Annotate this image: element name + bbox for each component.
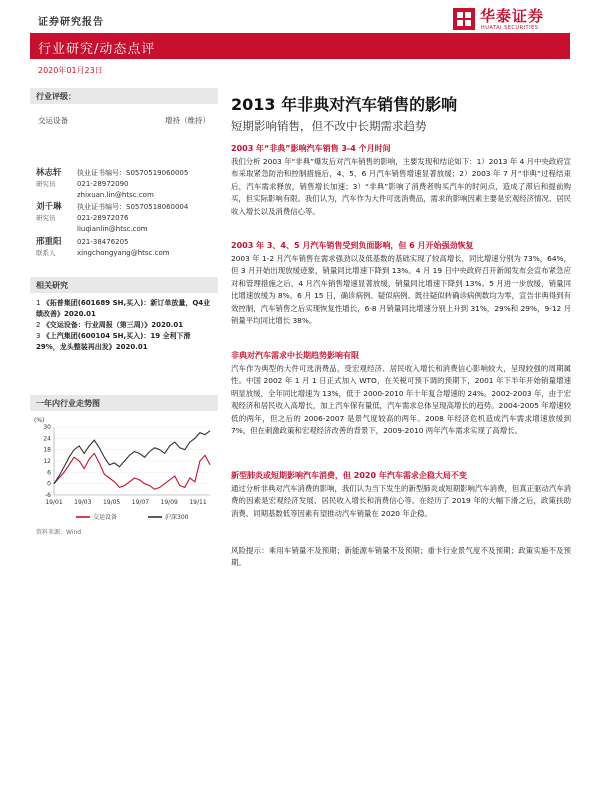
x-tick-label: 19/01 bbox=[45, 499, 63, 506]
page-subtitle: 短期影响销售，但不改中长期需求趋势 bbox=[231, 119, 427, 133]
x-tick-label: 19/05 bbox=[102, 499, 121, 506]
y-tick-label: 12 bbox=[43, 458, 51, 465]
y-tick-label: -6 bbox=[45, 492, 51, 499]
analyst-role: 研究员 bbox=[36, 214, 56, 222]
industry-rating: 增持（维持） bbox=[165, 116, 210, 125]
y-tick-label: 30 bbox=[43, 424, 51, 431]
related-item[interactable]: 2 《交运设备：行业周报（第三周）》2020.01 bbox=[36, 321, 184, 329]
section-heading: 非典对汽车需求中长期趋势影响有限 bbox=[231, 351, 359, 360]
analyst-name: 邢重阳 bbox=[36, 237, 62, 247]
trend-line-chart bbox=[30, 413, 218, 525]
huatai-logo-icon bbox=[452, 7, 476, 31]
analyst-phone: 021-28972076 bbox=[77, 214, 129, 222]
y-axis-label: (%) bbox=[34, 417, 45, 424]
section-paragraph: 通过分析非典对汽车消费的影响，我们认为当下发生的新型肺炎或短期影响汽车消费，但真正驱动汽车消费的因素是宏观经济发展、居民收入增长和消费信心等。在经历了 2019 年的大幅下滑之后，政策扶助消费、同期基数低等因素有望推动汽车销量在 2020 年企稳。 bbox=[231, 484, 571, 518]
y-tick-label: 6 bbox=[47, 469, 51, 477]
cert-label: 执业证书编号： bbox=[77, 203, 126, 211]
section-paragraph: 2003 年 1-2 月汽车销售在需求强劲以及低基数的基础实现了较高增长，同比增速分别为 73%，64%，但 3 月开始出现放缓迹象，销量同比增速下降到 13%。4 月 19 日中央政府召开新闻发布会宣布紧急应对和管理措施之后，4 月汽车销售增速显著放缓，销量同比增速下降到 13%。5 月进一步放缓，销量同比增速放缓为 8%。6 月 15 日，确诊病例、疑似病例、既往疑似转确诊病例数均为零，宣告非典得到有效控制，汽车销售之后实现恢复性增长，6-8 月销量同比增速分别上升到 31%，29%和 29%，9-12 月销量平均同比增长 38%。 bbox=[231, 254, 571, 326]
x-tick-label: 19/07 bbox=[131, 499, 150, 506]
category-banner bbox=[30, 33, 570, 59]
analyst-email[interactable]: liuqianlin@htsc.com bbox=[77, 225, 148, 233]
rating-header: 行业评级： bbox=[30, 88, 218, 104]
section-heading: 2003 年 3、4、5 月汽车销售受到负面影响，但 6 月开始强劲恢复 bbox=[231, 241, 474, 250]
related-research-section bbox=[30, 277, 218, 293]
company-logo bbox=[452, 3, 572, 37]
series-line-1 bbox=[54, 431, 210, 484]
x-tick-label: 19/03 bbox=[74, 499, 92, 506]
chart-source: 资料来源：Wind bbox=[36, 529, 82, 536]
x-tick-label: 19/09 bbox=[160, 499, 178, 506]
page-title: 2013 年非典对汽车销售的影响 bbox=[231, 95, 458, 114]
analyst-phone: 021-28972090 bbox=[77, 180, 129, 188]
x-tick-label: 19/11 bbox=[189, 499, 207, 506]
section-heading: 新型肺炎或短期影响汽车消费，但 2020 年汽车需求企稳大局不变 bbox=[231, 471, 467, 480]
trend-chart-section bbox=[30, 395, 218, 411]
analyst-phone: 021-38476205 bbox=[77, 238, 129, 246]
section-paragraph: 汽车作为典型的大件可选消费品，受宏观经济、居民收入增长和消费信心影响较大，呈现较强的周期属性。中国 2002 年 1 月 1 日正式加入 WTO，在关税可预下调的预期下，2001 年下半年开始销量增速明显放缓，全年同比增速为 13%，低于 2000-2010 年十年复合增速的 24%。2002-2003 年，由于宏观经济和居民收入高增长，加上汽车保有量低，汽车需求总体呈现高增长的趋势。2004-2005 年增速较低的两年，但之后的 2006-2007 是景气度较高的两年。2008 年经济危机造成汽车需求增速放缓到 7%，但在刺激政策和宏观经济改善的背景下，2009-2010 两年汽车需求实现了高增长。 bbox=[231, 364, 571, 436]
related-header: 相关研究 bbox=[30, 277, 218, 293]
sidebar-rating bbox=[30, 88, 218, 126]
y-tick-label: 0 bbox=[47, 480, 51, 488]
related-item[interactable]: 1 《拓普集团(601689 SH,买入)：新订单放量，Q4业绩改善》2020.01 bbox=[36, 299, 211, 318]
cert-number: S0570519060005 bbox=[126, 169, 189, 177]
cert-number: S0570518060004 bbox=[126, 203, 189, 211]
report-type-label: 证券研究报告 bbox=[38, 17, 104, 28]
section-paragraph: 我们分析 2003 年“非典”爆发后对汽车销售的影响，主要发现和结论如下：1）2013 年 4 月中央政府宣布采取紧急防治和控制措施后，4、5、6 月汽车销售增速显著放缓；2）2003 年 7 月“非典”过程结束后，汽车需求释放，销售增长加速；3）“非典”影响了消费者购买汽车的时间点，造成了滞后和提前购买，但实际影响有限。我们认为，汽车作为大件可选消费品，需求的影响因素主要是宏观经济情况、居民收入增长以及消费信心等。 bbox=[231, 157, 571, 216]
industry-name: 交运设备 bbox=[38, 116, 68, 125]
y-tick-label: 24 bbox=[43, 435, 51, 443]
risk-warning: 风险提示：乘用车销量不及预期；新能源车销量不及预期；重卡行业景气度不及预期；政策实施不及预期。 bbox=[231, 546, 571, 568]
related-item[interactable]: 3 《上汽集团(600104 SH,买入)：19 全利下滑 29%，龙头整装再出发》2020.01 bbox=[36, 332, 191, 351]
legend-label: 交运设备 bbox=[93, 514, 118, 521]
analyst-name: 刘千琳 bbox=[36, 202, 62, 212]
banner-title: 行业研究/动态点评 bbox=[38, 42, 156, 57]
logo-english-name: HUATAI SECURITIES bbox=[481, 25, 539, 31]
analyst-role: 研究员 bbox=[36, 180, 56, 188]
related-list bbox=[36, 298, 216, 353]
y-tick-label: 18 bbox=[43, 446, 51, 454]
analyst-name: 林志轩 bbox=[36, 168, 62, 178]
logo-chinese-name: 华泰证券 bbox=[480, 7, 545, 25]
legend-label: 沪深300 bbox=[165, 514, 189, 521]
chart-header: 一年内行业走势图 bbox=[30, 395, 218, 411]
report-date: 2020年01月23日 bbox=[38, 66, 103, 75]
section-heading: 2003 年“非典”影响汽车销售 3-4 个月时间 bbox=[231, 144, 391, 153]
cert-label: 执业证书编号： bbox=[77, 169, 126, 177]
analyst-role: 联系人 bbox=[36, 249, 56, 257]
analyst-email[interactable]: zhixuan.lin@htsc.com bbox=[77, 191, 154, 199]
analyst-email[interactable]: xingchongyang@htsc.com bbox=[77, 249, 170, 257]
